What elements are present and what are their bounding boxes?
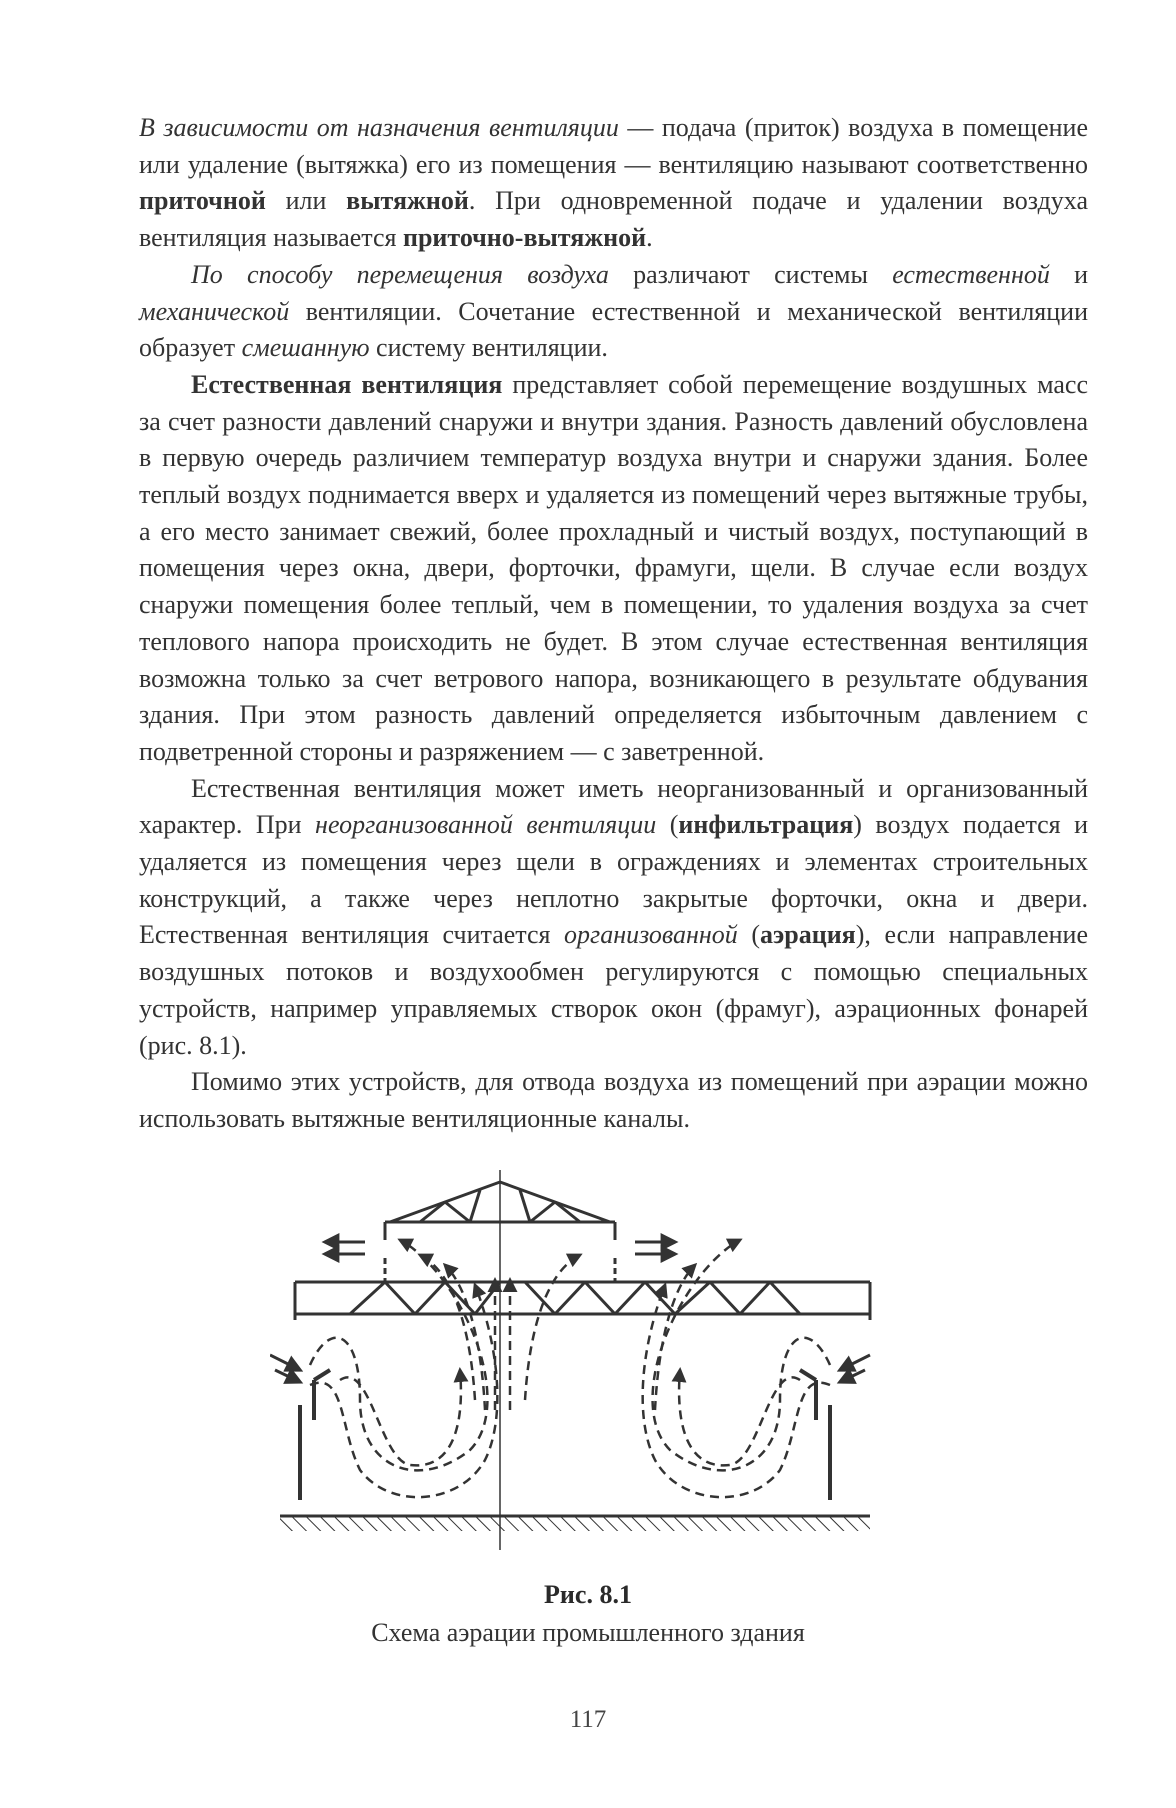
aeration-diagram-svg	[270, 1170, 890, 1550]
building-walls	[300, 1370, 830, 1500]
paragraph-exhaust-channels: Помимо этих устройств, для отвода воздуха из помещений при аэрации можно использовать вытяжные вентиляционные каналы.	[139, 1067, 1088, 1133]
paragraph-ventilation-purpose: В зависимости от назначения вентиляции — подача (приток) воздуха в помещение или удаление (вытяжка) его из помещения — вентиляцию называют соответственно приточной или вытяжной. При одновременной подаче и удалении воздуха вентиляция называется приточно-вытяжной.	[139, 113, 1088, 253]
paragraph-air-movement: По способу перемещения воздуха различают системы естественной и механической вентиляции. Сочетание естественной и механической вентиляции образует смешанную систему вентиляции.	[139, 259, 1089, 363]
paragraph-organized-ventilation: Естественная вентиляция может иметь неорганизованный и организованный характер. При неорганизованной вентиляции (инфильтрация) воздух подается и удаляется из помещения через щели в ограждениях и элементах строительных конструкций, а также через неплотно закрытые форточки, окна и двери. Естественная вентиляция считается организованной (аэрация), если направление воздушных потоков и воздухообмен регулируются с помощью специальных устройств, например управляемых створок окон (фрамуг), аэрационных фонарей (рис. 8.1).	[139, 773, 1089, 1060]
ground	[280, 1516, 870, 1531]
intake-arrows	[270, 1355, 870, 1382]
air-flow-lines	[310, 1240, 830, 1497]
body-text	[139, 110, 1088, 1138]
aeration-diagram	[270, 1170, 890, 1550]
paragraph-natural-ventilation: Естественная вентиляция представляет собой перемещение воздушных масс за счет разности давлений снаружи и внутри здания. Разность давлений обусловлена в первую очередь различием температур воздуха внутри и снаружи здания. Более теплый воздух поднимается вверх и удаляется из помещений через вытяжные трубы, а его место занимает свежий, более прохладный и чистый воздух, поступающий в помещения через окна, двери, форточки, фрамуги, щели. В случае если воздух снаружи помещения более теплый, чем в помещении, то удаления воздуха за счет теплового напора происходить не будет. В этом случае естественная вентиляция возможна только за счет ветрового напора, возникающего в результате обдувания здания. При этом разность давлений определяется избыточным давлением с подветренной стороны и разряжением — с заветренной.	[139, 369, 1088, 766]
roof-truss	[295, 1170, 870, 1550]
page-number: 117	[569, 1706, 607, 1733]
figure-caption: Схема аэрации промышленного здания	[371, 1618, 805, 1647]
figure-number: Рис. 8.1	[544, 1580, 632, 1609]
